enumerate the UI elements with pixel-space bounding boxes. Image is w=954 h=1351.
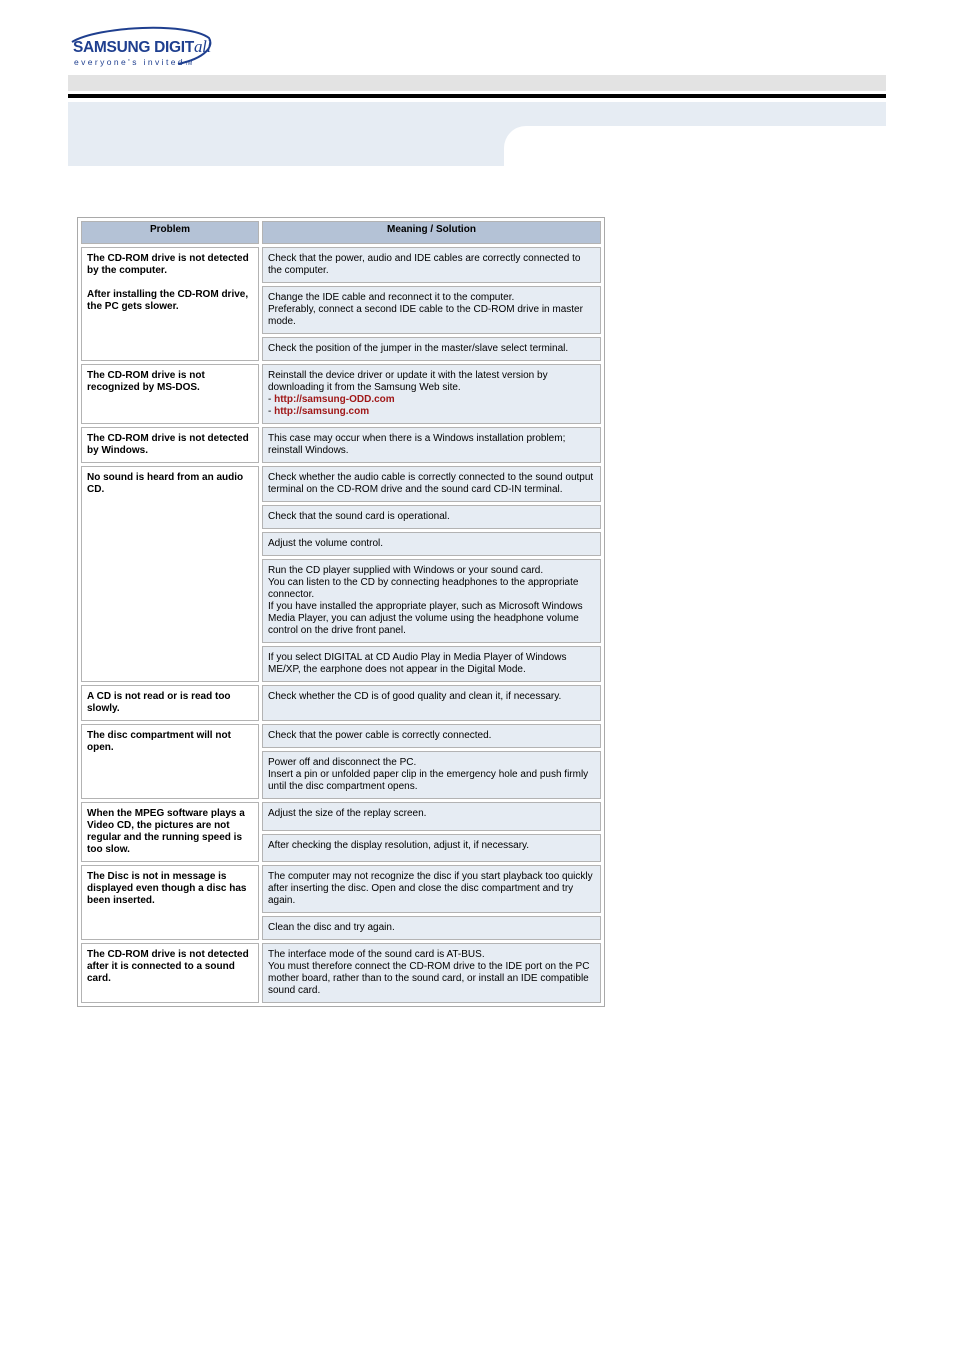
- solution-cell: [262, 646, 601, 682]
- title-band-extension: [504, 102, 886, 126]
- solution-text: Power off and disconnect the PC.: [268, 757, 417, 768]
- title-band: [68, 102, 504, 166]
- samsung-link[interactable]: http://samsung-ODD.com: [274, 394, 395, 405]
- solution-text: Reinstall the device driver or update it with the latest version by downloading it from the Samsung Web site.: [268, 370, 548, 393]
- samsung-link[interactable]: http://samsung.com: [274, 406, 370, 417]
- table-row: [81, 685, 601, 721]
- problem-text: When the MPEG software plays a Video CD, the pictures are not regular and the running speed is too slow.: [87, 808, 245, 855]
- solution-cell: [262, 865, 601, 913]
- solution-text: Change the IDE cable and reconnect it to the computer.: [268, 292, 515, 303]
- table-row: [81, 724, 601, 748]
- table-row: [81, 364, 601, 424]
- solution-cell: [262, 943, 601, 1003]
- solution-cell: [262, 916, 601, 940]
- problem-cell: [81, 466, 259, 682]
- solution-text: The computer may not recognize the disc if you start playback too quickly after inserting the disc. Open and close the disc compartment and try again.: [268, 871, 593, 906]
- header-solution: Meaning / Solution: [262, 221, 601, 244]
- problem-text: The CD-ROM drive is not detected after it is connected to a sound card.: [87, 949, 249, 984]
- problem-text: The Disc is not in message is displayed even though a disc has been inserted.: [87, 871, 247, 906]
- problem-cell: [81, 685, 259, 721]
- solution-text: Check that the sound card is operational.: [268, 511, 450, 522]
- table-row: [81, 943, 601, 1003]
- header-divider: [68, 94, 886, 98]
- problem-cell: [81, 724, 259, 799]
- solution-text: After checking the display resolution, adjust it, if necessary.: [268, 839, 530, 851]
- solution-cell: [262, 802, 601, 831]
- problem-cell: [81, 427, 259, 463]
- samsung-logo: [68, 24, 213, 70]
- table-row: [81, 802, 601, 831]
- solution-text: Check whether the audio cable is correctly connected to the sound output terminal on the CD-ROM drive and the sound card CD-IN terminal.: [268, 472, 594, 495]
- problem-cell: [81, 247, 259, 361]
- problem-text: No sound is heard from an audio CD.: [87, 472, 244, 495]
- header-problem: Problem: [81, 221, 259, 244]
- solution-text: This case may occur when there is a Windows installation problem; reinstall Windows.: [268, 433, 566, 456]
- problem-cell: [81, 364, 259, 424]
- logo-brand-suffix: all: [193, 37, 212, 56]
- solution-text: Check whether the CD is of good quality and clean it, if necessary.: [268, 691, 562, 702]
- solution-text: Adjust the size of the replay screen.: [268, 808, 427, 819]
- solution-text: Clean the disc and try again.: [268, 922, 395, 933]
- logo-tm: TM: [184, 61, 193, 67]
- solution-text: Insert a pin or unfolded paper clip in the emergency hole and push firmly until the disc compartment opens.: [268, 769, 589, 792]
- problem-text: The CD-ROM drive is not recognized by MS-DOS.: [87, 370, 205, 393]
- solution-cell: [262, 685, 601, 721]
- logo-tagline: everyone's invited: [74, 57, 185, 67]
- solution-text: You can listen to the CD by connecting headphones to the appropriate connector.: [268, 577, 579, 600]
- solution-cell: [262, 427, 601, 463]
- solution-cell: Reinstall the device driver or update it with the latest version by downloading it from the Samsung Web site. - http://samsung-ODD.com - http://samsung.com: [262, 364, 601, 424]
- solution-cell: [262, 751, 601, 799]
- solution-text: If you select DIGITAL at CD Audio Play in Media Player of Windows ME/XP, the earphone does not appear in the Digital Mode.: [268, 652, 567, 675]
- title-band-notch: [504, 126, 534, 166]
- solution-cell: [262, 337, 601, 361]
- table-row: [81, 865, 601, 913]
- solution-cell: [262, 247, 601, 283]
- solution-cell: [262, 466, 601, 502]
- solution-text: You must therefore connect the CD-ROM drive to the IDE port on the PC mother board, rather than to the sound card, or install an IDE compatible sound card.: [268, 961, 590, 996]
- solution-cell: [262, 559, 601, 643]
- problem-cell: [81, 865, 259, 940]
- solution-text: Check the position of the jumper in the master/slave select terminal.: [268, 343, 569, 354]
- header-grey-bar: [68, 75, 886, 91]
- solution-cell: [262, 834, 601, 863]
- solution-text: Preferably, connect a second IDE cable to the CD-ROM drive in master mode.: [268, 304, 583, 327]
- solution-text: Check that the power, audio and IDE cables are correctly connected to the computer.: [268, 253, 581, 276]
- table-row: [81, 427, 601, 463]
- problem-text: After installing the CD-ROM drive, the PC gets slower.: [87, 289, 249, 312]
- solution-text: Adjust the volume control.: [268, 538, 384, 549]
- solution-cell: [262, 286, 601, 334]
- solution-text: Run the CD player supplied with Windows or your sound card.: [268, 565, 544, 576]
- problem-text: A CD is not read or is read too slowly.: [87, 691, 231, 714]
- table-row: [81, 466, 601, 502]
- solution-cell: [262, 505, 601, 529]
- problem-text: The disc compartment will not open.: [87, 730, 231, 753]
- logo-brand: SAMSUNG DIGIT: [73, 39, 194, 56]
- problem-cell: [81, 943, 259, 1003]
- table-row: [81, 247, 601, 283]
- solution-text: Check that the power cable is correctly connected.: [268, 730, 492, 741]
- solution-cell: [262, 724, 601, 748]
- problem-text: The CD-ROM drive is not detected by the computer.: [87, 253, 249, 276]
- solution-text: The interface mode of the sound card is AT-BUS.: [268, 949, 485, 960]
- table-header-row: [81, 221, 601, 244]
- solution-text: If you have installed the appropriate player, such as Microsoft Windows Media Player, you can adjust the volume using the headphone volume control on the drive front panel.: [268, 601, 583, 636]
- problem-cell: [81, 802, 259, 862]
- solution-cell: [262, 532, 601, 556]
- problem-text: The CD-ROM drive is not detected by Windows.: [87, 433, 249, 456]
- troubleshooting-table: [77, 217, 605, 1007]
